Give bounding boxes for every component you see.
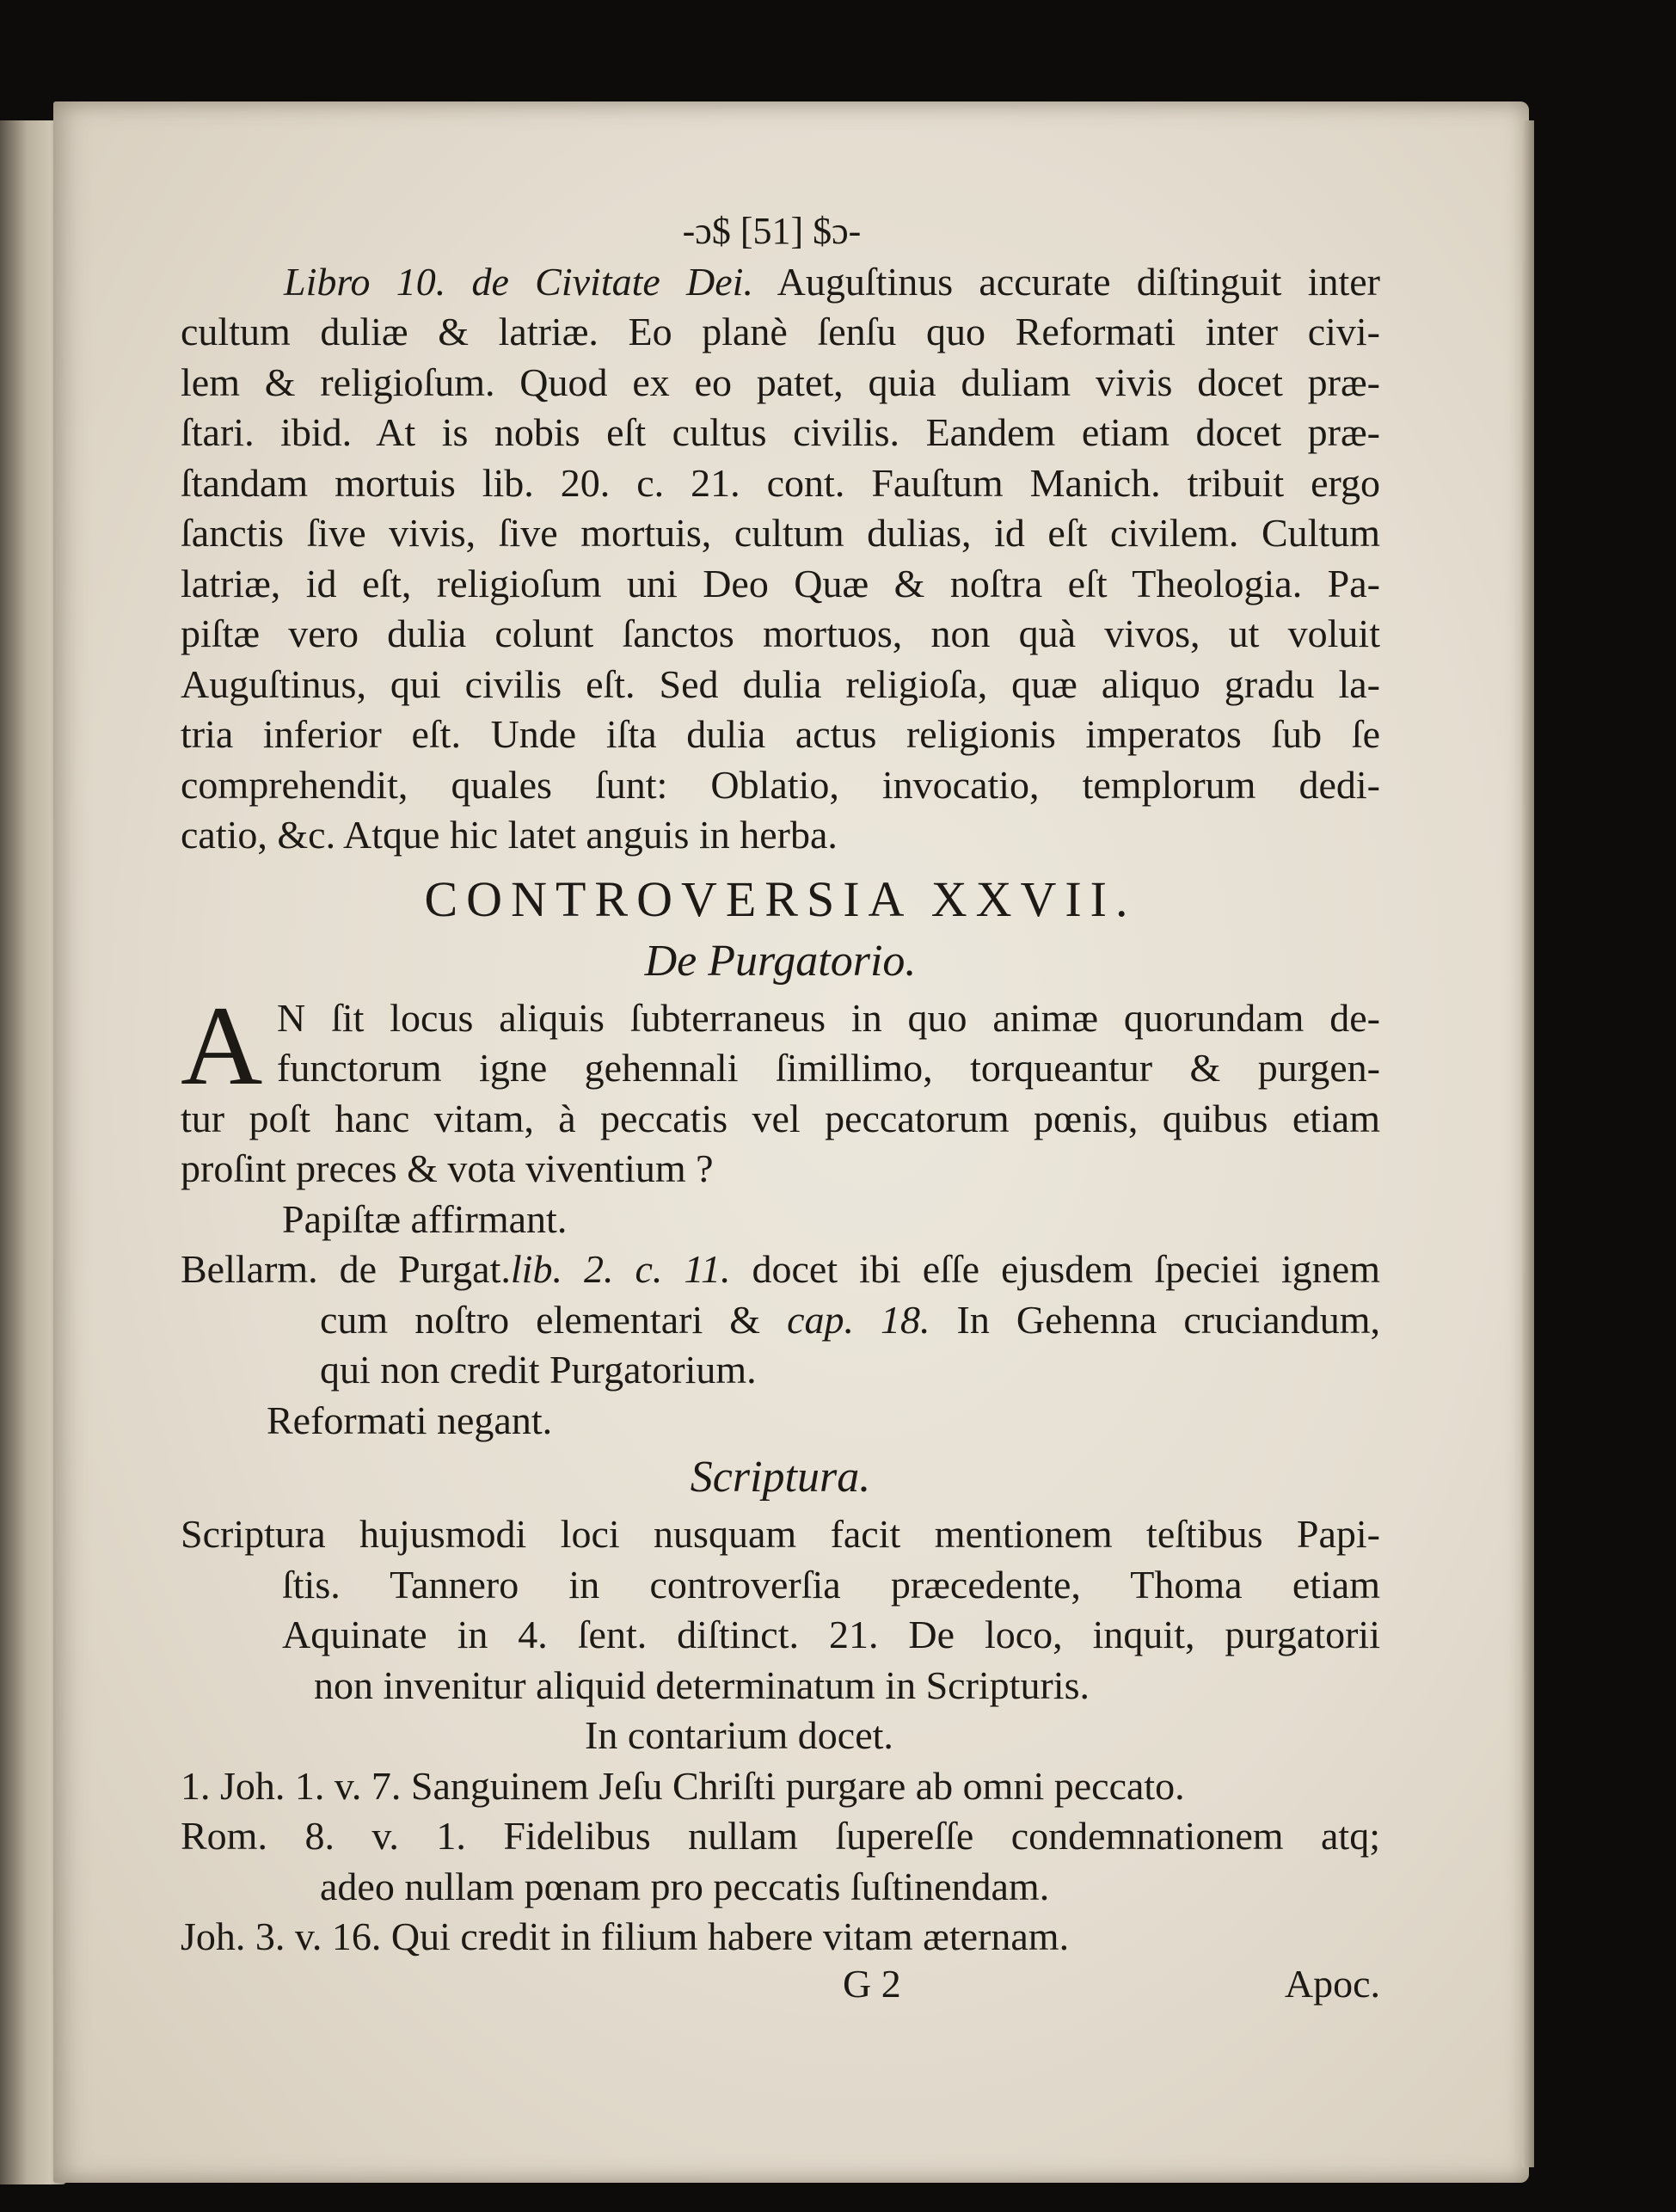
question-paragraph — [181, 981, 1380, 1195]
page-header: -ɔ$ [51] $ɔ- — [682, 210, 862, 252]
reformati-deny: Reformati negant. — [267, 1398, 553, 1442]
text-line: non invenitur aliquid determinatum in Scripturis. — [314, 1662, 1090, 1707]
citations-list — [181, 1761, 1380, 1963]
page-fore-edge — [1522, 120, 1534, 2167]
text-line: piſtæ vero dulia colunt ſanctos mortuos, non quà vivos, ut voluit — [181, 611, 1380, 655]
citation-item: 1. Joh. 1. v. 7. Sanguinem Jeſu Chriſti purgare ab omni peccato. — [181, 1763, 1185, 1808]
text-line: functorum igne gehennali ſimillimo, torqueantur & purgen- — [277, 1046, 1380, 1090]
paragraph-augustinus — [181, 257, 1380, 861]
text-line: Auguſtinus, qui civilis eſt. Sed dulia religioſa, quæ aliquo gradu la- — [181, 661, 1380, 706]
signature-mark: G 2 — [843, 1961, 901, 2006]
contrarium-line: In contarium docet. — [585, 1713, 893, 1757]
text-line: Libro 10. de Civitate Dei. Auguſtinus accurate diſtinguit inter — [284, 259, 1380, 304]
papistae-affirm: Papiſtæ affirmant. — [282, 1196, 568, 1241]
bellarmine-citation — [181, 1244, 1380, 1396]
text-line: Scriptura hujusmodi loci nusquam facit mentionem teſtibus Papi- — [181, 1512, 1380, 1556]
text-line: Aquinate in 4. ſent. diſtinct. 21. De loco, inquit, purgatorii — [282, 1613, 1380, 1656]
text-line: Bellarm. de Purgat.lib. 2. c. 11. docet ibi eſſe ejusdem ſpeciei ignem — [181, 1247, 1381, 1291]
text-line: catio, &c. Atque hic latet anguis in herba. — [181, 813, 838, 857]
catchword: Apoc. — [1284, 1961, 1380, 2006]
text-line: ſtandam mortuis lib. 20. c. 21. cont. Fauſtum Manich. tribuit ergo — [181, 460, 1380, 505]
text-line: N ſit locus aliquis ſubterraneus in quo animæ quorundam de- — [277, 995, 1380, 1040]
text-line: ſanctis ſive vivis, ſive mortuis, cultum dulias, id eſt civilem. Cultum — [181, 511, 1380, 555]
text-line: tur poſt hanc vitam, à peccatis vel peccatorum pœnis, quibus etiam — [181, 1096, 1380, 1140]
controversy-subtitle: De Purgatorio. — [644, 936, 917, 986]
page-footer — [181, 1959, 1380, 2010]
text-line: qui non credit Purgatorium. — [320, 1348, 757, 1392]
scriptura-paragraph — [181, 1509, 1380, 1711]
citation-item: adeo nullam pœnam pro peccatis ſuſtinendam. — [320, 1864, 1050, 1908]
text-line: tria inferior eſt. Unde iſta dulia actus religionis imperatos ſub ſe — [181, 712, 1380, 756]
text-line: cum noſtro elementari & cap. 18. In Gehenna cruciandum, — [320, 1297, 1381, 1342]
text-line: comprehendit, quales ſunt: Oblatio, invocatio, templorum dedi- — [181, 762, 1380, 807]
text-line: latriæ, id eſt, religioſum uni Deo Quæ & noſtra eſt Theologia. Pa- — [181, 561, 1380, 605]
text-line: ſtari. ibid. At is nobis eſt cultus civilis. Eandem etiam docet præ- — [181, 410, 1380, 454]
text-line: proſint preces & vota viventium ? — [181, 1146, 714, 1190]
citation-item: Rom. 8. v. 1. Fidelibus nullam ſupereſſe condemnationem atq; — [181, 1814, 1380, 1858]
text-line: ſtis. Tannero in controverſia præcedente, Thoma etiam — [282, 1562, 1380, 1607]
controversy-title: CONTROVERSIA XXVII. — [424, 870, 1137, 927]
text-line: cultum duliæ & latriæ. Eo planè ſenſu quo Reformati inter civi- — [181, 310, 1380, 353]
citation-item: Joh. 3. v. 16. Qui credit in filium habere vitam æternam. — [181, 1914, 1070, 1958]
page-text — [181, 206, 1380, 2009]
text-line: lem & religioſum. Quod ex eo patet, quia duliam vivis docet præ- — [181, 359, 1380, 404]
drop-cap: A — [181, 981, 263, 1109]
scriptura-heading: Scriptura. — [690, 1453, 871, 1502]
